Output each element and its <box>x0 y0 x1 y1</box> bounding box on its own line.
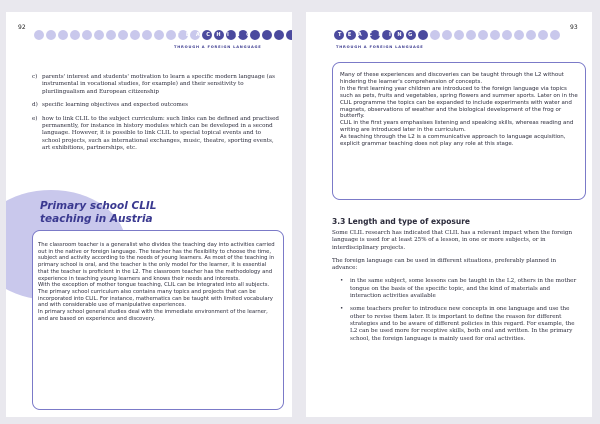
list-item: e) how to link CLIL to the subject curriculum: such links can be defined and practised permanently, for instance in history modules which can be developed in a second language. However, it is possible to link CLIL to special topical events and to school projects, such as international exchanges, music, theatre, sporting events, art exhibitions, partnerships, etc. <box>32 115 279 152</box>
list-item: c) parents' interest and students' motivation to learn a specific modern language (as instrumental in vocational studies, for example) and their sensitivity to plurilingualism and European citizenship <box>32 74 275 95</box>
left-page <box>6 12 292 417</box>
header-title: TEACHING <box>338 32 419 38</box>
box-text: The classroom teacher is a generalist who divides the teaching day into activities carried out in the native or foreign language. The teacher has the flexibility to choose the time, subject and activity according to the needs of young learners. As most of the teaching in primary school is oral, and the teacher is the only model for the learner, it is essential that the teacher is proficient in the L2. The classroom teacher has the methodology and experience in teaching young learners and knows their needs and interests. With the exception of mother tongue teaching, CLIL can be integrated into all subjects. The primary school curriculum also contains many topics and projects that can be incorporated into CLIL. For instance, mathematics can be taught with limited vocabulary and with considerable use of manipulative experiences. In primary school general studies deal with the immediate environment of the learner, and are based on experience and discovery. <box>38 242 275 322</box>
list-item: • in the same subject, some lessons can be taught in the L2, others in the mother tongue on the basis of the specific topic, and the kind of materials and interaction activities available <box>340 278 577 300</box>
list-item: d) specific learning objectives and expected outcomes <box>32 102 188 109</box>
header-subtitle: THROUGH A FOREIGN LANGUAGE <box>336 45 424 49</box>
header-title: TEACHING <box>176 32 257 38</box>
bullet-icon: • <box>340 306 344 313</box>
section-heading: 3.3 Length and type of exposure <box>332 217 470 226</box>
list-item: • some teachers prefer to introduce new concepts in one language and use the other to revise them later. It is important to define the reason for different strategies and to be aware of different policies in this regard. For example, the L2 can be used more for receptive skills, both oral and written. In the primary school, the foreign language is mainly used for oral activities. <box>340 306 575 342</box>
page-number: 93 <box>570 24 578 31</box>
section-body: Some CLIL research has indicated that CLIL has a relevant impact when the foreign language is used for at least 25% of a lesson, in one or more subjects, or in interdisciplinary projects. The foreign language can be used in different situations, preferably planned in advance: • in the same subject, some lessons can be taught in the L2, others in the mother tongue on the basis of the specific topic, and the kind of materials and interaction activities available • some teachers prefer to introduce new concepts in one language and use the other to revise them later. It is important to define the reason for different strategies and to be aware of different policies in this regard. For example, the L2 can be used more for receptive skills, both oral and written. In the primary school, the foreign language is mainly used for oral activities. <box>332 230 582 349</box>
bullet-icon: • <box>340 278 344 285</box>
box-text: Many of these experiences and discoveries can be taught through the L2 without hindering the learner's comprehension of concepts. In the first learning year children are introduced to the foreign language via topics such as pets, fruits and vegetables, spring flowers and summer sports. Later on in the CLIL programme the topics can be expanded to include experiments with water and magnets, observations of weather and the biological development of the frog or butterfly. CLIL in the first years emphasises listening and speaking skills, whereas reading and writing are introduced later in the curriculum. As teaching through the L2 is a communicative approach to language acquisition, explicit grammar teaching does not play any role at this stage. <box>340 72 578 148</box>
page-number: 92 <box>18 24 26 31</box>
criteria-list <box>32 74 280 159</box>
header-subtitle: THROUGH A FOREIGN LANGUAGE <box>174 45 262 49</box>
right-page <box>306 12 592 417</box>
box-title: Primary school CLIL teaching in Austria <box>40 200 157 225</box>
